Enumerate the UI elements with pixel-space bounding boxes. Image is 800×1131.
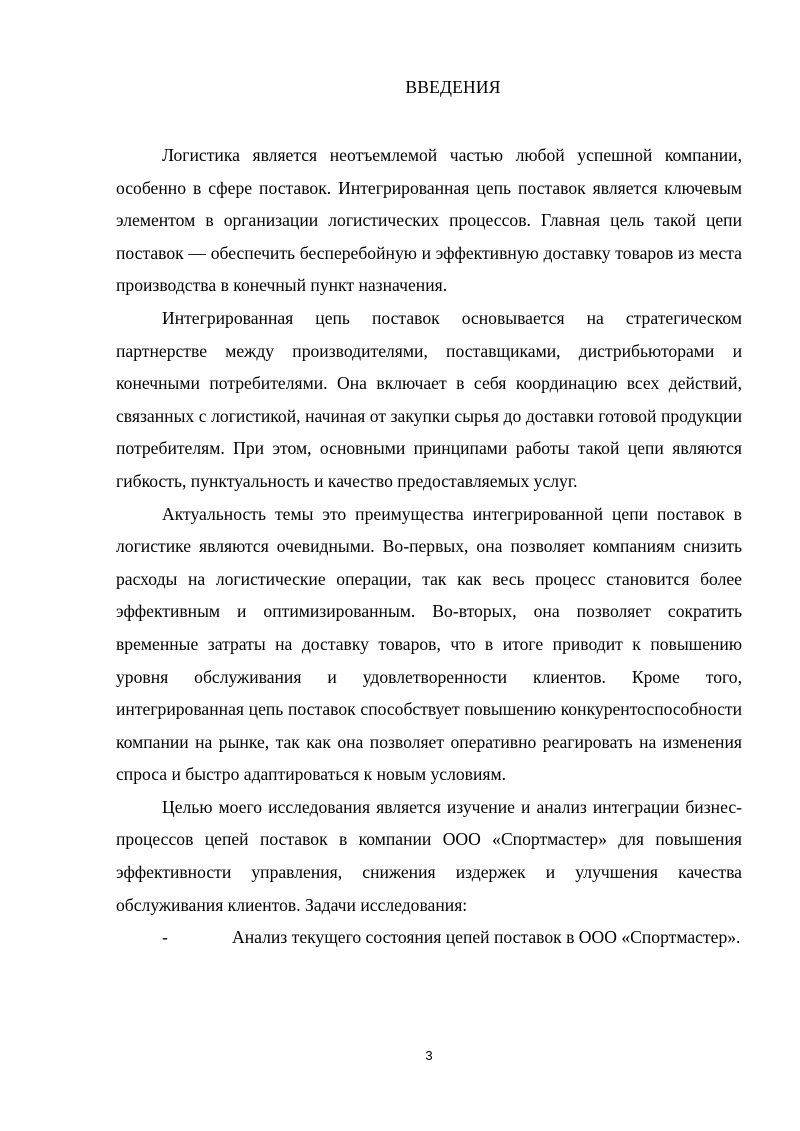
paragraph-relevance: Актуальность темы это преимущества интегрированной цепи поставок в логистике являются очевидными. Во-первых, она позволяет компаниям снизить расходы на логистические операции, так как весь процесс становится более эффективным и оптимизированным. Во-вторых, она позволяет сократить временные затраты на доставку товаров, что в итоге приводит к повышению уровня обслуживания и удовлетворенности клиентов. Кроме того, интегрированная цепь поставок способствует повышению конкурентоспособности компании на рынке, так как она позволяет оперативно реагировать на изменения спроса и быстро адаптироваться к новым условиям.: [116, 503, 742, 785]
page-number: 3: [425, 1048, 433, 1063]
paragraph-research-goal: Целью моего исследования является изучение и анализ интеграции бизнес-процессов цепей поставок в компании ООО «Спортмастер» для повышения эффективности управления, снижения издержек и улучшения качества обслуживания клиентов. Задачи исследования:: [116, 796, 742, 915]
paragraph-integrated-chain: Интегрированная цепь поставок основывается на стратегическом партнерстве между производителями, поставщиками, дистрибьюторами и конечными потребителями. Она включает в себя координацию всех действий, связанных с логистикой, начиная от закупки сырья до доставки готовой продукции потребителям. При этом, основными принципами работы такой цепи являются гибкость, пунктуальность и качество предоставляемых услуг.: [116, 307, 742, 491]
task-list-item: [116, 921, 742, 954]
list-dash: -: [162, 927, 168, 948]
body-text: [116, 139, 742, 954]
task-text: Анализ текущего состояния цепей поставок в ООО «Спортмастер».: [232, 927, 741, 948]
section-heading: ВВЕДЕНИЯ: [405, 77, 501, 97]
paragraph-logistics-intro: Логистика является неотъемлемой частью любой успешной компании, особенно в сфере поставок. Интегрированная цепь поставок является ключевым элементом в организации логистических процессов. Главная цель такой цепи поставок — обеспечить бесперебойную и эффективную доставку товаров из места производства в конечный пункт назначения.: [116, 145, 742, 296]
